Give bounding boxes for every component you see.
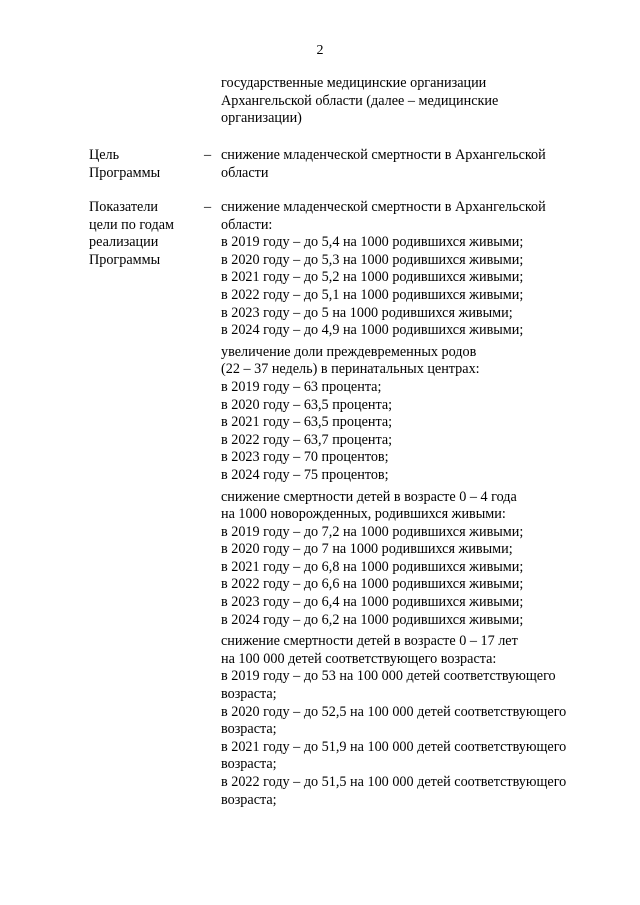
- indicator-line: возраста;: [221, 721, 277, 738]
- indicators-label-line: Программы: [89, 251, 161, 268]
- goal-value-line: области: [221, 164, 269, 181]
- intro-line: государственные медицинские организации: [221, 75, 487, 91]
- indicators-dash: –: [204, 199, 212, 215]
- indicator-line: на 1000 новорожденных, родившихся живыми:: [221, 506, 506, 523]
- indicator-line: в 2019 году – до 7,2 на 1000 родившихся живыми;: [221, 523, 524, 540]
- indicator-line: увеличение доли преждевременных родов: [221, 343, 477, 360]
- indicator-line: в 2024 году – до 4,9 на 1000 родившихся живыми;: [221, 322, 524, 339]
- indicators-value: [221, 199, 601, 809]
- intro-line: Архангельской области (далее – медицинские: [221, 92, 499, 109]
- indicator-paragraph-preterm-births: [221, 344, 601, 485]
- indicator-line: в 2019 году – до 53 на 100 000 детей соответствующего: [221, 668, 556, 685]
- indicator-line: в 2024 году – до 6,2 на 1000 родившихся живыми;: [221, 611, 524, 628]
- indicators-label: [89, 199, 199, 269]
- indicator-line: в 2022 году – до 51,5 на 100 000 детей соответствующего: [221, 774, 567, 790]
- indicator-line: снижение смертности детей в возрасте 0 – 17 лет: [221, 633, 518, 650]
- intro-line: организации): [221, 110, 302, 127]
- indicator-line: возраста;: [221, 791, 277, 808]
- indicator-paragraph-infant-mortality: [221, 199, 601, 340]
- indicator-line: в 2020 году – 63,5 процента;: [221, 396, 393, 413]
- indicator-line: возраста;: [221, 756, 277, 773]
- indicator-line: в 2022 году – 63,7 процента;: [221, 431, 393, 448]
- indicator-line: в 2021 году – до 5,2 на 1000 родившихся живыми;: [221, 269, 524, 286]
- indicator-line: в 2020 году – до 52,5 на 100 000 детей соответствующего: [221, 703, 567, 720]
- indicator-line: в 2024 году – 75 процентов;: [221, 466, 389, 483]
- indicator-line: (22 – 37 недель) в перинатальных центрах:: [221, 361, 480, 378]
- indicator-line: в 2020 году – до 5,3 на 1000 родившихся живыми;: [221, 251, 524, 268]
- indicator-line: в 2021 году – до 6,8 на 1000 родившихся живыми;: [221, 558, 524, 575]
- goal-value-line: снижение младенческой смертности в Архангельской: [221, 147, 546, 163]
- indicator-line: возраста;: [221, 686, 277, 703]
- goal-label-line: Программы: [89, 164, 161, 181]
- indicator-line: в 2021 году – 63,5 процента;: [221, 414, 393, 431]
- indicator-line: в 2021 году – до 51,9 на 100 000 детей соответствующего: [221, 738, 567, 755]
- indicator-line: в 2023 году – 70 процентов;: [221, 449, 389, 466]
- indicator-line: в 2020 году – до 7 на 1000 родившихся живыми;: [221, 541, 513, 558]
- indicator-line: в 2022 году – до 5,1 на 1000 родившихся живыми;: [221, 286, 524, 303]
- intro-text: [221, 75, 581, 128]
- indicator-line: в 2023 году – до 6,4 на 1000 родившихся живыми;: [221, 594, 524, 611]
- indicator-line: снижение младенческой смертности в Архангельской: [221, 199, 546, 215]
- indicator-line: в 2023 году – до 5 на 1000 родившихся живыми;: [221, 304, 513, 321]
- goal-label-line: Цель: [89, 147, 120, 163]
- indicator-line: области:: [221, 216, 273, 233]
- indicator-line: в 2019 году – 63 процента;: [221, 378, 382, 395]
- indicators-label-line: цели по годам: [89, 216, 174, 233]
- indicator-paragraph-child-mortality-0-4: [221, 489, 601, 630]
- indicator-line: в 2019 году – до 5,4 на 1000 родившихся живыми;: [221, 234, 524, 251]
- indicator-line: на 100 000 детей соответствующего возраста:: [221, 650, 497, 667]
- indicator-line: снижение смертности детей в возрасте 0 – 4 года: [221, 488, 517, 505]
- indicator-line: в 2022 году – до 6,6 на 1000 родившихся живыми;: [221, 576, 524, 593]
- goal-dash: –: [204, 147, 212, 163]
- indicator-paragraph-child-mortality-0-17: [221, 633, 601, 809]
- page-number: 2: [316, 43, 324, 58]
- indicators-label-line: Показатели: [89, 199, 159, 215]
- goal-label: [89, 147, 199, 182]
- goal-value: [221, 147, 601, 182]
- indicators-label-line: реализации: [89, 234, 159, 251]
